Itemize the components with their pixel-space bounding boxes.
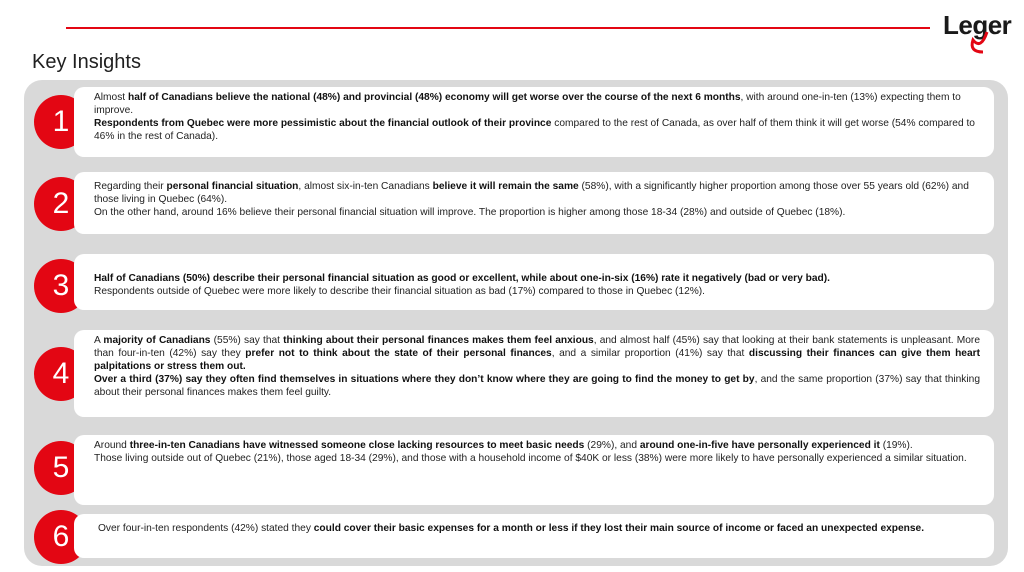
insight-text	[94, 439, 980, 465]
insight-paragraph	[94, 373, 980, 399]
bold-text: prefer not to think about the state of their personal finances	[245, 348, 552, 359]
bold-text: believe it will remain the same	[432, 181, 579, 192]
text-run: , almost six-in-ten Canadians	[298, 181, 433, 192]
insight-number-badge: 6	[34, 510, 88, 564]
bold-text: three-in-ten Canadians have witnessed someone close lacking resources to meet basic needs	[129, 440, 585, 451]
insight-paragraph	[98, 522, 980, 535]
text-run: compared to the rest of Canada, as over half of them think it will get worse (54% compared to 46% in the rest of Canada).	[94, 118, 975, 142]
bold-text: Half of Canadians (50%) describe their personal financial situation as good or excellent, while about one-in-six (16%) rate it negatively (bad or very bad).	[94, 273, 830, 284]
text-run: Around	[94, 440, 130, 451]
text-run: Over four-in-ten respondents (42%) stated they	[98, 523, 314, 534]
insight-text	[94, 180, 980, 219]
insight-paragraph	[94, 117, 980, 143]
insight-paragraph	[94, 439, 980, 452]
bold-text: Over a third (37%) say they often find themselves in situations where they don’t know where they are going to find the money to get by	[94, 374, 755, 385]
insight-paragraph	[94, 91, 980, 117]
insight-number-badge: 1	[34, 95, 88, 149]
leger-logo	[943, 10, 1013, 56]
insight-card	[74, 514, 994, 558]
insight-number-badge: 3	[34, 259, 88, 313]
header-rule	[66, 27, 930, 29]
text-run: (29%), and	[584, 440, 640, 451]
text-run: Regarding their	[94, 181, 167, 192]
bold-text: discussing their finances can give them heart palpitations or stress them out.	[94, 348, 980, 372]
insight-paragraph	[94, 334, 980, 373]
text-run: (19%).	[879, 440, 913, 451]
insight-card	[74, 172, 994, 234]
insight-number-badge: 4	[34, 347, 88, 401]
text-run: , and the same proportion (37%) say that thinking about their personal finances makes them feel guilty.	[94, 374, 980, 398]
text-run: Respondents outside of Quebec were more likely to describe their financial situation as bad (17%) compared to those in Quebec (12%).	[94, 286, 706, 297]
insight-text	[98, 522, 980, 535]
insight-number-badge: 5	[34, 441, 88, 495]
bold-text: personal financial situation	[166, 181, 299, 192]
insight-paragraph	[94, 206, 980, 219]
text-run: (55%) say that	[210, 335, 284, 346]
insight-paragraph	[94, 285, 980, 298]
insight-paragraph	[94, 452, 980, 465]
bold-text: could cover their basic expenses for a month or less if they lost their main source of income or faced an unexpected expense.	[313, 523, 925, 534]
text-run: , and almost half (45%) say that looking at their bank statements is unpleasant. More than four-in-ten (42%) say they	[94, 335, 980, 359]
bold-text: half of Canadians believe the national (48%) and provincial (48%) economy will get worse over the course of the next 6 months	[127, 92, 741, 103]
insight-number-badge: 2	[34, 177, 88, 231]
bold-text: Respondents from Quebec were more pessimistic about the financial outlook of their province	[94, 118, 552, 129]
text-run: Those living outside out of Quebec (21%), those aged 18-34 (29%), and those with a household income of $40K or less (38%) were more likely to have personally experienced a similar situation.	[94, 453, 967, 464]
insight-text	[94, 91, 980, 143]
text-run: (58%), with a significantly higher proportion among those over 55 years old (62%) and those living in Quebec (64%).	[94, 181, 969, 205]
text-run: On the other hand, around 16% believe their personal financial situation will improve. The proportion is higher among those 18-34 (28%) and outside of Quebec (18%).	[94, 207, 846, 218]
insight-card	[74, 435, 994, 505]
bold-text: majority of Canadians	[103, 335, 211, 346]
logo-accent-icon	[943, 10, 1013, 56]
text-run: A	[94, 335, 104, 346]
text-run: , and a similar proportion (41%) say that	[551, 348, 749, 359]
insight-text	[94, 272, 980, 298]
insight-paragraph	[94, 272, 980, 285]
page-title: Key Insights	[32, 51, 141, 73]
insight-card	[74, 330, 994, 417]
bold-text: thinking about their personal finances makes them feel anxious	[283, 335, 594, 346]
text-run: Almost	[94, 92, 128, 103]
insight-card	[74, 254, 994, 310]
insight-card	[74, 87, 994, 157]
insight-text	[94, 334, 980, 399]
bold-text: around one-in-five have personally experienced it	[639, 440, 880, 451]
text-run: , with around one-in-ten (13%) expecting them to improve.	[94, 92, 961, 116]
insight-paragraph	[94, 180, 980, 206]
brand-name: Leger	[943, 10, 1012, 40]
